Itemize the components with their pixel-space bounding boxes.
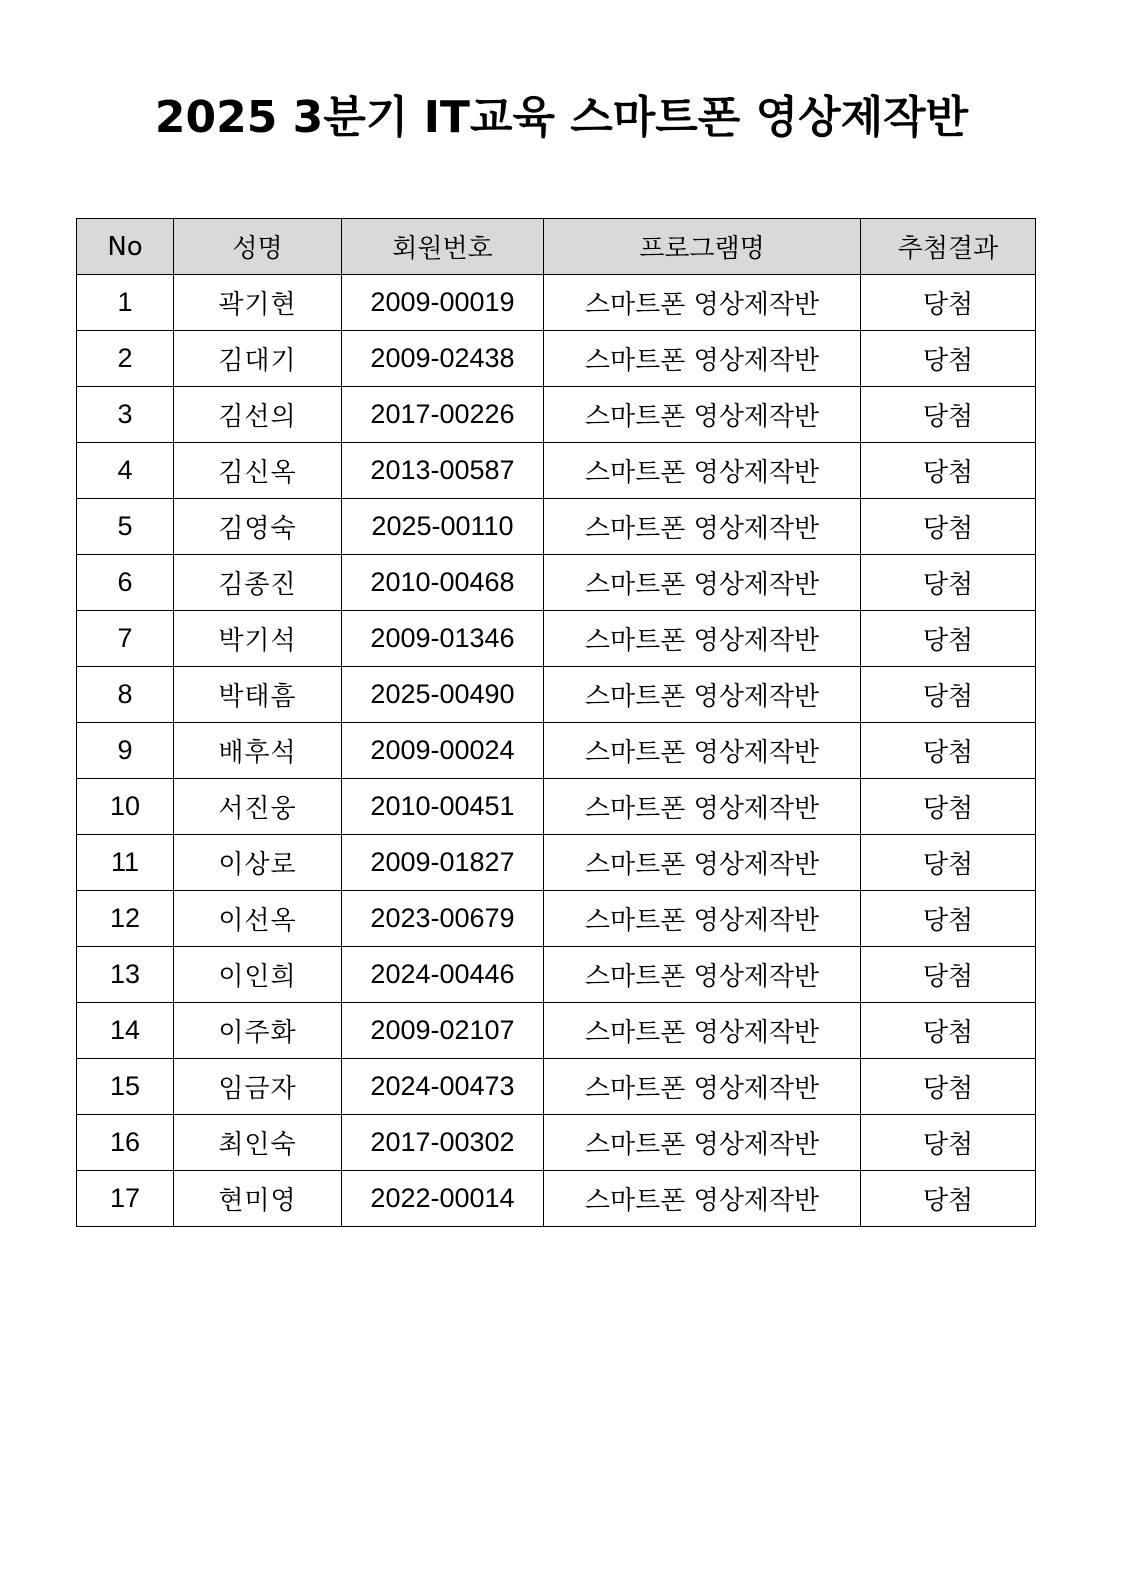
cell-no: 11 [77,835,174,891]
cell-name: 박기석 [174,611,342,667]
cell-no: 9 [77,723,174,779]
cell-program-name: 스마트폰 영상제작반 [544,387,861,443]
table-row [77,275,1036,331]
table-header-row [77,219,1036,275]
cell-draw-result: 당첨 [861,779,1036,835]
cell-member-number: 2025-00490 [342,667,544,723]
cell-name: 서진웅 [174,779,342,835]
cell-member-number: 2022-00014 [342,1171,544,1227]
cell-member-number: 2009-02107 [342,1003,544,1059]
cell-no: 13 [77,947,174,1003]
cell-name: 이주화 [174,1003,342,1059]
cell-name: 김대기 [174,331,342,387]
cell-name: 김신옥 [174,443,342,499]
header-draw-result: 추첨결과 [861,219,1036,275]
cell-member-number: 2013-00587 [342,443,544,499]
cell-name: 김선의 [174,387,342,443]
table-row [77,1171,1036,1227]
table-row [77,835,1036,891]
cell-member-number: 2009-02438 [342,331,544,387]
cell-member-number: 2009-00019 [342,275,544,331]
cell-program-name: 스마트폰 영상제작반 [544,1171,861,1227]
cell-member-number: 2023-00679 [342,891,544,947]
cell-no: 7 [77,611,174,667]
cell-program-name: 스마트폰 영상제작반 [544,1003,861,1059]
page-title: 2025 3분기 IT교육 스마트폰 영상제작반 [154,92,969,143]
cell-draw-result: 당첨 [861,387,1036,443]
cell-no: 12 [77,891,174,947]
cell-program-name: 스마트폰 영상제작반 [544,779,861,835]
table-body [77,275,1036,1227]
cell-member-number: 2025-00110 [342,499,544,555]
table-row [77,723,1036,779]
cell-program-name: 스마트폰 영상제작반 [544,891,861,947]
cell-no: 4 [77,443,174,499]
cell-member-number: 2017-00302 [342,1115,544,1171]
cell-name: 박태흠 [174,667,342,723]
cell-name: 곽기현 [174,275,342,331]
cell-member-number: 2010-00451 [342,779,544,835]
cell-program-name: 스마트폰 영상제작반 [544,1059,861,1115]
cell-program-name: 스마트폰 영상제작반 [544,275,861,331]
cell-member-number: 2024-00446 [342,947,544,1003]
cell-draw-result: 당첨 [861,667,1036,723]
table-row [77,779,1036,835]
table-row [77,499,1036,555]
cell-name: 이인희 [174,947,342,1003]
lottery-result-table [76,218,1036,1227]
cell-no: 14 [77,1003,174,1059]
header-program-name: 프로그램명 [544,219,861,275]
cell-member-number: 2017-00226 [342,387,544,443]
cell-draw-result: 당첨 [861,891,1036,947]
cell-program-name: 스마트폰 영상제작반 [544,331,861,387]
cell-no: 16 [77,1115,174,1171]
cell-name: 최인숙 [174,1115,342,1171]
cell-name: 배후석 [174,723,342,779]
cell-program-name: 스마트폰 영상제작반 [544,555,861,611]
cell-name: 이상로 [174,835,342,891]
cell-draw-result: 당첨 [861,723,1036,779]
cell-member-number: 2009-01827 [342,835,544,891]
table-row [77,1003,1036,1059]
cell-member-number: 2009-01346 [342,611,544,667]
cell-program-name: 스마트폰 영상제작반 [544,1115,861,1171]
table-row [77,891,1036,947]
cell-no: 6 [77,555,174,611]
cell-no: 3 [77,387,174,443]
table-row [77,1059,1036,1115]
cell-program-name: 스마트폰 영상제작반 [544,835,861,891]
cell-draw-result: 당첨 [861,1115,1036,1171]
cell-program-name: 스마트폰 영상제작반 [544,947,861,1003]
cell-name: 현미영 [174,1171,342,1227]
cell-name: 김종진 [174,555,342,611]
cell-no: 15 [77,1059,174,1115]
table-row [77,331,1036,387]
cell-draw-result: 당첨 [861,835,1036,891]
table-row [77,443,1036,499]
table-row [77,667,1036,723]
cell-draw-result: 당첨 [861,1003,1036,1059]
cell-draw-result: 당첨 [861,555,1036,611]
header-name: 성명 [174,219,342,275]
cell-name: 김영숙 [174,499,342,555]
cell-program-name: 스마트폰 영상제작반 [544,667,861,723]
cell-member-number: 2009-00024 [342,723,544,779]
table-row [77,387,1036,443]
cell-program-name: 스마트폰 영상제작반 [544,723,861,779]
table-row [77,947,1036,1003]
cell-draw-result: 당첨 [861,499,1036,555]
cell-draw-result: 당첨 [861,443,1036,499]
header-member-number: 회원번호 [342,219,544,275]
table-row [77,1115,1036,1171]
cell-no: 5 [77,499,174,555]
cell-no: 10 [77,779,174,835]
cell-name: 임금자 [174,1059,342,1115]
cell-draw-result: 당첨 [861,1059,1036,1115]
cell-program-name: 스마트폰 영상제작반 [544,611,861,667]
cell-no: 1 [77,275,174,331]
cell-no: 8 [77,667,174,723]
cell-program-name: 스마트폰 영상제작반 [544,499,861,555]
cell-draw-result: 당첨 [861,275,1036,331]
cell-member-number: 2010-00468 [342,555,544,611]
cell-program-name: 스마트폰 영상제작반 [544,443,861,499]
header-no: No [77,219,174,275]
table-row [77,611,1036,667]
cell-name: 이선옥 [174,891,342,947]
cell-member-number: 2024-00473 [342,1059,544,1115]
cell-draw-result: 당첨 [861,331,1036,387]
cell-draw-result: 당첨 [861,1171,1036,1227]
table-row [77,555,1036,611]
cell-draw-result: 당첨 [861,611,1036,667]
cell-draw-result: 당첨 [861,947,1036,1003]
cell-no: 2 [77,331,174,387]
cell-no: 17 [77,1171,174,1227]
